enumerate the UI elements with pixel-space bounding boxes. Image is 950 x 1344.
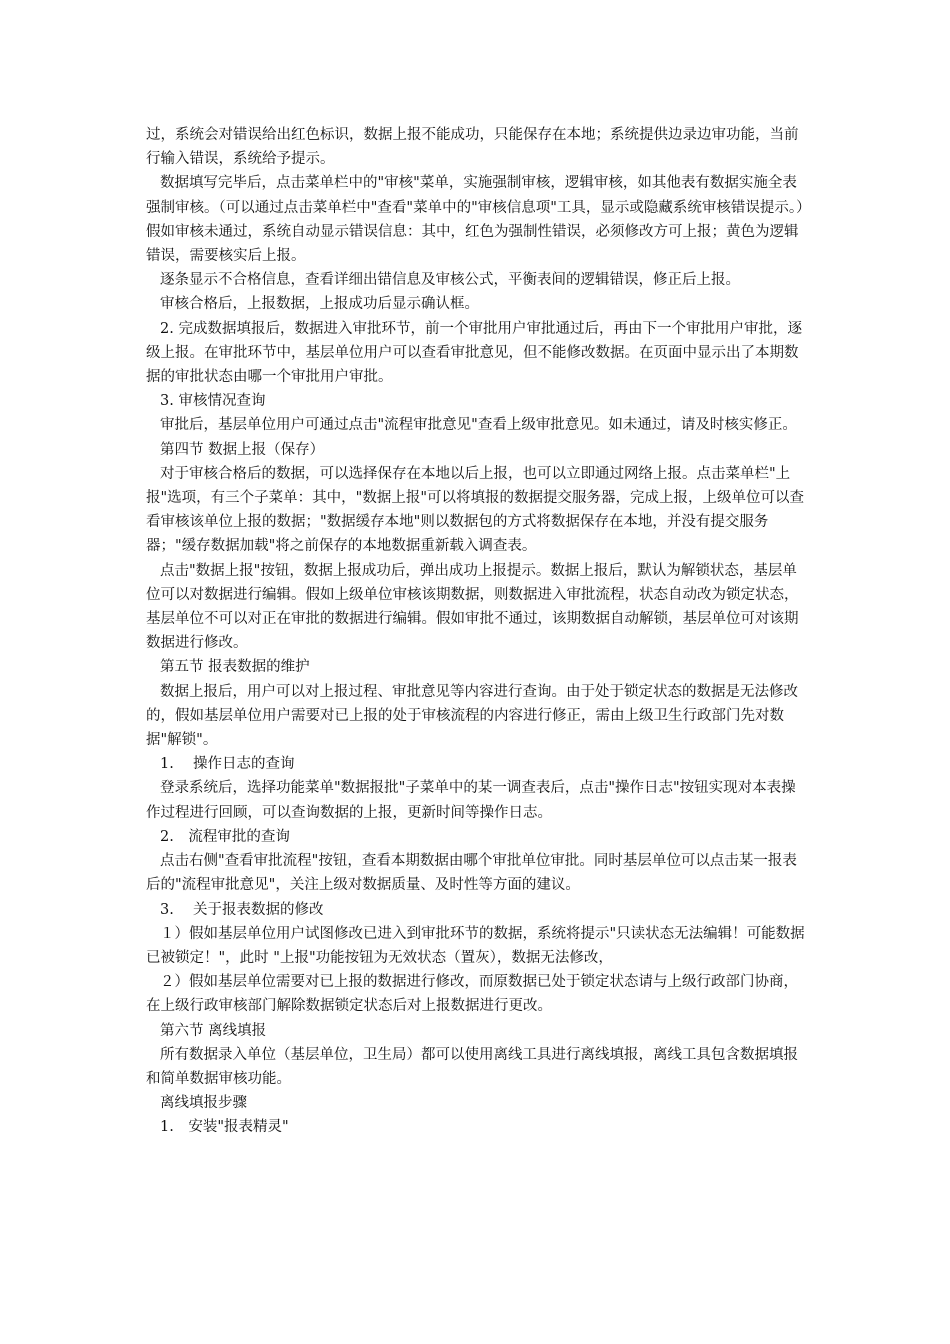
paragraph: 数据上报后，用户可以对上报过程、审批意见等内容进行查询。由于处于锁定状态的数据是无法修改的，假如基层单位用户需要对已上报的处于审核流程的内容进行修正，需由上级卫生行政部门先对数据"解锁"。 (146, 683, 798, 749)
paragraph: 1. 安装"报表精灵" (160, 1119, 289, 1136)
paragraph: 第五节 报表数据的维护 (160, 659, 310, 676)
paragraph: 3. 审核情况查询 (160, 393, 266, 410)
paragraph: 点击右侧"查看审批流程"按钮，查看本期数据由哪个审批单位审批。同时基层单位可以点击某一报表后的"流程审批意见"，关注上级对数据质量、及时性等方面的建议。 (146, 853, 797, 894)
paragraph: 第四节 数据上报（保存） (160, 441, 325, 458)
paragraph: 审核合格后，上报数据，上报成功后显示确认框。 (160, 296, 479, 313)
paragraph: 审批后，基层单位用户可通过点击"流程审批意见"查看上级审批意见。如未通过，请及时核实修正。 (160, 417, 797, 434)
paragraph: 登录系统后，选择功能菜单"数据报批"子菜单中的某一调查表后，点击"操作日志"按钮实现对本表操作过程进行回顾，可以查询数据的上报，更新时间等操作日志。 (146, 780, 796, 821)
paragraph: ２）假如基层单位需要对已上报的数据进行修改，而原数据已处于锁定状态请与上级行政部门协商，在上级行政审核部门解除数据锁定状态后对上报数据进行更改。 (146, 974, 798, 1015)
paragraph: 3. 关于报表数据的修改 (160, 901, 324, 918)
paragraph: 点击"数据上报"按钮，数据上报成功后，弹出成功上报提示。数据上报后，默认为解锁状态，基层单位可以对数据进行编辑。假如上级单位审核该期数据，则数据进入审批流程，状态自动改为锁定状态，基层单位不可以对正在审批的数据进行编辑。假如审批不通过，该期数据自动解锁，基层单位可对该期数据进行修改。 (146, 562, 799, 652)
paragraph: 所有数据录入单位（基层单位，卫生局）都可以使用离线工具进行离线填报，离线工具包含数据填报和简单数据审核功能。 (146, 1046, 798, 1087)
paragraph: 2. 完成数据填报后，数据进入审批环节，前一个审批用户审批通过后，再由下一个审批用户审批，逐级上报。在审批环节中，基层单位用户可以查看审批意见，但不能修改数据。在页面中显示出了本期数据的审批状态由哪一个审批用户审批。 (146, 320, 802, 386)
paragraph: 对于审核合格后的数据，可以选择保存在本地以后上报，也可以立即通过网络上报。点击菜单栏"上报"选项，有三个子菜单：其中，"数据上报"可以将填报的数据提交服务器，完成上报，上级单位可以查看审核该单位上报的数据；"数据缓存本地"则以数据包的方式将数据保存在本地，并没有提交服务器；"缓存数据加载"将之前保存的本地数据重新载入调查表。 (146, 465, 805, 555)
paragraph: 1. 操作日志的查询 (160, 756, 295, 773)
document-body (146, 123, 806, 1140)
paragraph: 2. 流程审批的查询 (160, 828, 290, 845)
paragraph: 过，系统会对错误给出红色标识，数据上报不能成功，只能保存在本地；系统提供边录边审功能，当前行输入错误，系统给予提示。 (146, 127, 799, 168)
paragraph: １）假如基层单位用户试图修改已进入到审批环节的数据，系统将提示"只读状态无法编辑！可能数据已被锁定！"，此时 "上报"功能按钮为无效状态（置灰），数据无法修改， (146, 925, 805, 966)
paragraph: 数据填写完毕后，点击菜单栏中的"审核"菜单，实施强制审核，逻辑审核，如其他表有数据实施全表强制审核。（可以通过点击菜单栏中"查看"菜单中的"审核信息项"工具，显示或隐藏系统审核错误提示。）假如审核未通过，系统自动显示错误信息：其中，红色为强制性错误，必须修改方可上报；黄色为逻辑错误，需要核实后上报。 (146, 175, 804, 265)
paragraph: 第六节 离线填报 (160, 1022, 267, 1039)
paragraph: 逐条显示不合格信息，查看详细出错信息及审核公式，平衡表间的逻辑错误，修正后上报。 (160, 272, 740, 289)
paragraph: 离线填报步骤 (160, 1095, 247, 1112)
